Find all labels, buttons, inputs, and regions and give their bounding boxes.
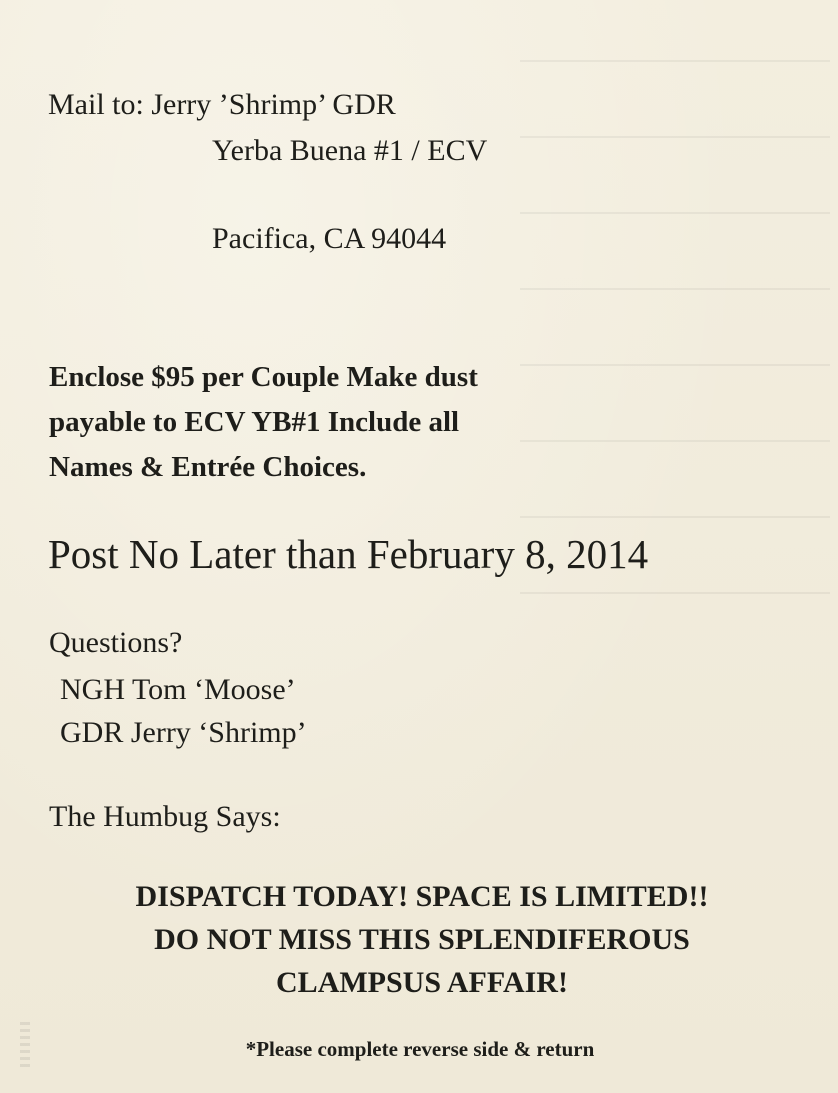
- address-line-2: Pacifica, CA 94044: [212, 222, 447, 255]
- dispatch-line-3: CLAMPSUS AFFAIR!: [276, 966, 568, 999]
- contact-1: NGH Tom ‘Moose’: [60, 673, 296, 706]
- mail-to-line: Mail to: Jerry ’Shrimp’ GDR: [48, 88, 396, 121]
- humbug-heading: The Humbug Says:: [49, 800, 281, 833]
- dispatch-line-1: DISPATCH TODAY! SPACE IS LIMITED!!: [135, 880, 709, 913]
- edge-mark: [20, 1022, 30, 1068]
- payment-instructions: [49, 355, 669, 490]
- contact-2: GDR Jerry ‘Shrimp’: [60, 716, 307, 749]
- address-line-1: Yerba Buena #1 / ECV: [212, 134, 488, 167]
- deadline-text: Post No Later than February 8, 2014: [48, 531, 649, 577]
- payment-line-1: Enclose $95 per Couple Make dust: [49, 361, 478, 393]
- payment-line-3: Names & Entrée Choices.: [49, 451, 367, 483]
- questions-heading: Questions?: [49, 626, 183, 659]
- payment-line-2: payable to ECV YB#1 Include all: [49, 406, 460, 438]
- dispatch-line-2: DO NOT MISS THIS SPLENDIFEROUS: [154, 923, 690, 956]
- dispatch-announcement: [44, 875, 800, 1004]
- reverse-side-note: *Please complete reverse side & return: [245, 1037, 595, 1061]
